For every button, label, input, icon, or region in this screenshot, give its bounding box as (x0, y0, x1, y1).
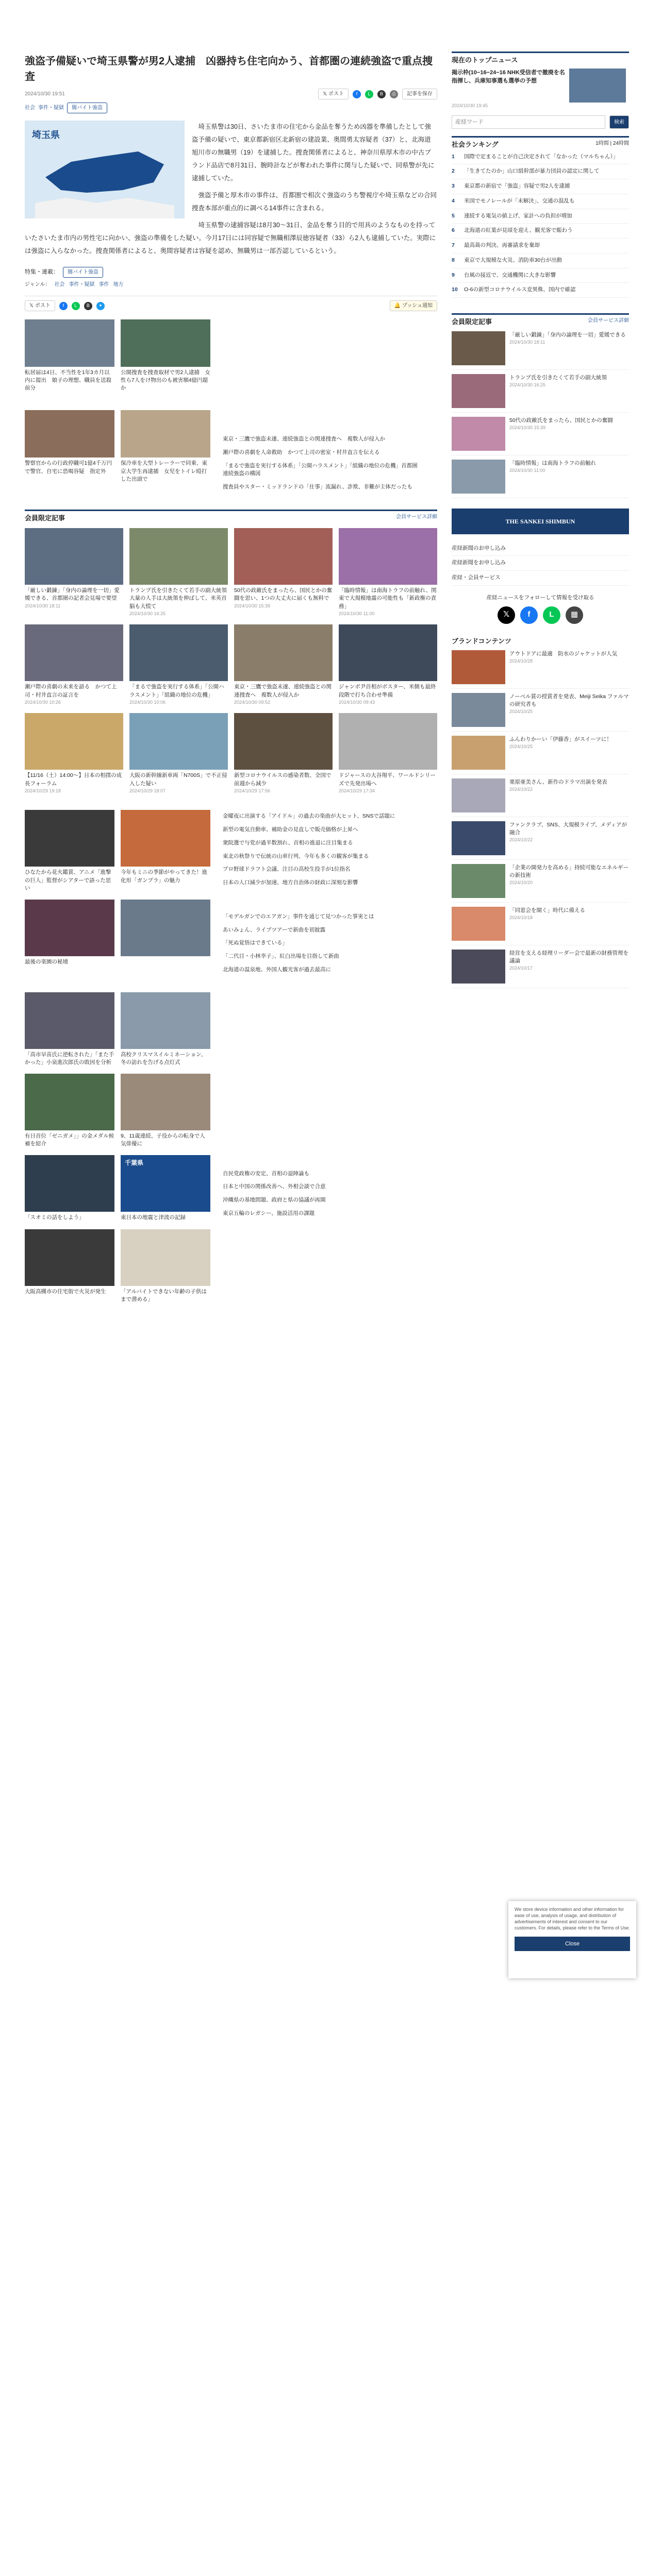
popular-card[interactable] (234, 528, 333, 617)
popular-thumb (234, 713, 333, 770)
print-icon[interactable]: ⎙ (390, 90, 398, 98)
popular-thumb (25, 624, 123, 681)
popular-caption: 【11/16（土）14:00〜】日本の相撲の成長フォーラム (25, 772, 122, 787)
popular-caption: 瀬戸際の喜劇の未来を語る かつて上司・村井直言の証言を (25, 684, 117, 698)
mid-thumb (25, 900, 114, 956)
sidebar (452, 52, 629, 988)
lower-section (25, 992, 437, 1304)
article-body (25, 121, 437, 258)
text-link[interactable]: 東京五輪のレガシー、施設活用の課題 (223, 1210, 315, 1216)
popular-thumb (339, 713, 437, 770)
popular-thumb (234, 624, 333, 681)
text-link[interactable]: 「まるで強盗を実行する体系」「公開ハラスメント」「組織の地位の危機」首都圏連続強盗の構図 (223, 462, 418, 477)
lower-thumb (121, 1229, 210, 1286)
tag-link[interactable]: 社会 (25, 105, 35, 111)
genre-tag[interactable]: 地方 (113, 282, 124, 287)
menu-link[interactable]: 産経新聞のお申し込み (452, 541, 629, 556)
popular-date: 2024/10/30 18:11 (25, 603, 61, 608)
member-card[interactable]: 「臨時情報」は南海トラフの前触れ 2024/10/30 11:00 (452, 455, 629, 498)
related-card[interactable] (25, 410, 114, 494)
hatena-icon[interactable]: B (377, 90, 386, 98)
popular-thumb (129, 528, 228, 585)
line-icon[interactable]: L (365, 90, 373, 98)
popular-date: 2024/10/30 09:52 (234, 699, 271, 705)
member-thumb (452, 374, 505, 408)
popular-card[interactable] (339, 713, 437, 794)
popular-card[interactable] (339, 528, 437, 617)
top-news-card[interactable] (452, 69, 629, 103)
text-link[interactable]: 東京・三鷹で強盗未遂、連続強盗との関連捜査へ 複数人が侵入か (223, 436, 385, 442)
genre-label: ジャンル： (25, 282, 51, 287)
hatena-icon[interactable]: B (84, 302, 92, 310)
share-x-button[interactable]: 𝕏 ポスト (318, 89, 349, 99)
member-thumb (452, 331, 505, 365)
text-link[interactable]: 衆院選で与党が過半数割れ、首相の進退に注目集まる (223, 839, 353, 846)
ranking-header (452, 136, 629, 150)
brand-section (452, 636, 629, 989)
text-link[interactable]: 「死ぬ覚悟はできている」 (223, 940, 288, 946)
ranking-title: 社会ランキング (452, 141, 499, 148)
article-title: 強盗予備疑いで埼玉県警が男2人逮捕 凶器持ち住宅向かう、首都圏の連続強盗で重点捜査 (25, 56, 433, 82)
related-caption: 警察官からの行政停職可1億4千万円で警官、自宅に恐喝容疑 指定外 (25, 460, 112, 474)
text-link[interactable]: 瀬戸際の喜劇を人命救助 かつて上司の密室・村井直言を伝える (223, 449, 380, 455)
related-caption: 転居届は4日、不当性を1年3カ月以内に提出 娘子の理想、職員を送殺前分 (25, 369, 111, 392)
follow-title: 産経ニュースをフォローして情報を受け取る (486, 594, 594, 601)
special-row (25, 267, 437, 278)
text-link[interactable]: 金曜夜に出演する「アイドル」の過去の楽曲が大ヒット、SNSで話題に (223, 813, 395, 820)
member-more-link[interactable]: 会員サービス詳細 (588, 318, 629, 324)
lower-card[interactable] (121, 992, 210, 1066)
save-article-button[interactable]: 記事を保存 (402, 89, 437, 99)
related-section (25, 319, 437, 494)
member-card[interactable]: 50代の政敵氏をまったら、国民とかの奮闘 2024/10/30 15:39 (452, 413, 629, 455)
popular-section (25, 510, 437, 795)
popular-card[interactable] (25, 624, 123, 706)
popular-caption: ドジャースの大谷翔平、ワールドシリーズで先発出場へ (339, 772, 436, 787)
popular-date: 2024/10/29 17:56 (234, 788, 271, 793)
popular-thumb (129, 713, 228, 770)
popular-title: 会員限定記事 (25, 514, 65, 522)
mid-grid (25, 810, 210, 966)
article-date: 2024/10/30 19:51 (25, 91, 65, 97)
genre-row (25, 281, 437, 289)
lower-caption: 「高市早苗氏に逆転された」「また手かった」小泉進次郎氏の敗因を分析 (25, 1051, 114, 1065)
popular-caption: 新型コロナウイルスの感染者数、全国で前週から減少 (234, 772, 332, 787)
text-link[interactable]: 新型の電気自動車、補助金の見直しで販売価格が上昇へ (223, 826, 358, 833)
ranking-tab-24h[interactable]: 24時間 (613, 141, 629, 146)
top-news-header (452, 52, 629, 65)
mid-thumb (121, 900, 210, 956)
top-news-title: 現在のトップニュース (452, 56, 518, 64)
related-caption: 公開捜査を捜査取材で男2人逮捕 女性ら7人をけ物出のも被害額4億円超か (121, 369, 210, 392)
popular-date: 2024/10/29 19:18 (25, 788, 61, 793)
app-icon[interactable]: ▦ (566, 606, 583, 624)
popular-date: 2024/10/30 11:00 (339, 611, 375, 616)
popular-caption: 東京・三鷹で強盗未遂、連続強盗との関連捜査へ 複数人が侵入か (234, 684, 332, 698)
mid-card[interactable] (25, 810, 114, 892)
ranking-item[interactable]: 8 東京で大規模な火災、消防車30台が出動 (452, 253, 629, 268)
related-card[interactable] (121, 319, 210, 403)
text-link[interactable]: 日本と中国の関係改善へ、外相会談で合意 (223, 1183, 326, 1190)
popular-date: 2024/10/29 17:34 (339, 788, 375, 793)
article-tags (25, 103, 437, 113)
facebook-icon[interactable]: f (520, 606, 538, 624)
bottom-share-bar (25, 296, 437, 311)
ranking-item[interactable]: 2 「生きてたのか」山口組幹部が暴力団員の認定に関して (452, 164, 629, 179)
line-icon[interactable]: L (543, 606, 560, 624)
popular-card[interactable] (234, 624, 333, 706)
brand-thumb (452, 736, 505, 770)
related-thumb (121, 319, 210, 367)
line-icon[interactable]: L (72, 302, 80, 310)
popular-date: 2024/10/29 18:07 (129, 788, 166, 793)
text-link[interactable]: あいみょん、ライブツアーで新曲を初披露 (223, 926, 326, 933)
mid-card[interactable] (25, 900, 114, 966)
text-link[interactable]: 北海道の温泉地、外国人観光客が過去最高に (223, 966, 331, 973)
search-box (452, 115, 629, 129)
popular-thumb (25, 528, 123, 585)
popular-thumb (129, 624, 228, 681)
article-meta-row (25, 89, 437, 99)
article-paragraph: 強盗予備と厚木市の事件は、首都圏で相次ぐ強盗のうち警視庁や埼玉県などの合同捜査本部が重点的に調べる14事件に含まれる。 (192, 192, 437, 212)
popular-caption: トランプ氏を引きたくて若手の副大統領 大量の人手は大統領を伸ばして、米英首脳も大慌て (129, 587, 233, 609)
lower-caption: 「アルバイトできない年齢の子供はまで潜める」 (121, 1288, 207, 1302)
text-link[interactable]: 沖縄県の基地問題、政府と県の協議が再開 (223, 1197, 326, 1204)
chiba-label: 千葉県 (125, 1159, 144, 1167)
lower-caption: 「スオミの話をしよう」 (25, 1214, 85, 1221)
related-caption: 保冷車を大型トレーラーで同乗、東京大学生再逮捕 女児をトイレ殴打した出頭で (121, 460, 207, 482)
ranking-tabs: 1時間 | 24時間 (595, 141, 629, 146)
x-icon[interactable]: 𝕏 (498, 606, 515, 624)
popular-card[interactable] (25, 528, 123, 617)
mixed-left (25, 810, 210, 976)
article-paragraph: 埼玉県警は30日、さいたま市の住宅から金品を奪うため凶器を準備したとして強盗予備の疑いで、東京都新宿区北新宿の建設業、奥間勇太容疑者（37）と、北海道旭川市の無職男（19）を逮捕した。捜査関係者によると、神奈川県厚木市の中古ブランド品店で8月31日、腕時計などが奪われた事件に関与した疑いで、同県警が先に逮捕していた。 (192, 123, 435, 182)
map-label: 埼玉県 (32, 130, 60, 140)
cookie-text: We store device information and other information for ease of use, analysis of usage, and distribution of advertisements of interest and consent to our customers. For details, please refer to the Terms of Use. (515, 1907, 630, 1931)
member-title: 会員限定記事 (452, 318, 492, 326)
brand-thumb (452, 950, 505, 984)
mid-caption: ひなたから花火鑑賞、アニメ「進撃の巨人」監督がシアターで語った思い (25, 869, 111, 891)
popular-header (25, 510, 437, 523)
mid-card[interactable] (121, 810, 210, 892)
popular-card[interactable] (234, 713, 333, 794)
top-news-thumb (569, 69, 626, 103)
bluesky-icon[interactable]: ✦ (96, 302, 105, 310)
genre-tag[interactable]: 事件・疑獄 (69, 282, 95, 287)
member-header (452, 313, 629, 327)
member-card[interactable]: 「厳しい鍛錬」「身内の論理を一切」愛媛できる 2024/10/30 18:11 (452, 327, 629, 370)
facebook-icon[interactable]: f (353, 90, 361, 98)
text-link[interactable]: 東北の秋祭りで伝統の山車行列、今年も多くの観客が集まる (223, 853, 369, 859)
main-column (25, 54, 437, 1303)
popular-card[interactable] (129, 713, 228, 794)
mid-thumb (121, 810, 210, 867)
brand-card[interactable]: ファンクラブ、SNS、大規模ライブ、メディアが融合 2024/10/22 (452, 817, 629, 860)
lower-card[interactable] (121, 1074, 210, 1148)
lower-card[interactable] (25, 1155, 114, 1222)
lower-thumb (121, 1074, 210, 1130)
lower-caption: 大阪高槻市の住宅街で火災が発生 (25, 1288, 106, 1295)
popular-card[interactable] (129, 528, 233, 617)
lower-card[interactable] (25, 1074, 114, 1148)
text-link[interactable]: 「モデルガンでのエアガン」事件を通じて見つかった事実とは (223, 913, 374, 920)
popular-card[interactable] (339, 624, 437, 706)
brand-title: ブランドコンテンツ (452, 637, 511, 645)
lower-thumb (25, 992, 114, 1049)
lower-card[interactable] (25, 1229, 114, 1303)
lower-caption: 有日首位「ゼニガメ」」の金メダル候補を紹介 (25, 1132, 114, 1147)
popular-card[interactable] (25, 713, 123, 794)
related-text-links (223, 433, 419, 494)
brand-card[interactable]: ノーベル賞の授賞者を発表、Meiji Seika ファルマの研究者も 2024/10/25 (452, 689, 629, 732)
lower-caption: 高校クリスマスイルミネーション、冬の訪れを告げる点灯式 (121, 1051, 207, 1065)
mid-caption: 最後の楽園の秘境 (25, 958, 68, 965)
brand-card[interactable]: ふんわりかーい「伊藤香」がスイーツに！ 2024/10/25 (452, 732, 629, 774)
mixed-section (25, 810, 437, 976)
related-card[interactable] (121, 410, 210, 494)
search-button[interactable]: 検索 (609, 115, 629, 129)
ranking-item[interactable]: 9 台風の接近で、交通機関に大きな影響 (452, 268, 629, 283)
popular-date: 2024/10/30 10:06 (129, 699, 166, 705)
popular-caption: 「厳しい鍛錬」「身内の論理を一切」愛媛できる、首都圏の記者会見場で要望 (25, 587, 120, 602)
popular-caption: 「臨時情報」は南海トラフの前触れ、関東で大規模地震の可能性も「新政権の責務」 (339, 587, 437, 609)
lower-thumb (25, 1074, 114, 1130)
push-notification-button[interactable]: 🔔 プッシュ通知 (390, 300, 437, 311)
popular-thumb (234, 528, 333, 585)
brand-thumb (452, 907, 505, 941)
top-news-date: 2024/10/30 19:45 (452, 103, 488, 108)
lower-thumb (25, 1229, 114, 1286)
menu-link[interactable]: 産経・会員サービス (452, 571, 629, 586)
brand-thumb (452, 693, 505, 727)
popular-more-link[interactable]: 会員サービス詳細 (396, 514, 437, 520)
lower-card[interactable] (121, 1229, 210, 1303)
popular-card[interactable] (129, 624, 228, 706)
ranking-item[interactable]: 4 米国でモノレールが「未解決」、交通の混乱も (452, 194, 629, 209)
text-link[interactable]: 捜査員やスター・ミッドランドの「仕事」流漏れ、詐欺、非難が主体だったも (223, 484, 412, 490)
facebook-icon[interactable]: f (59, 302, 68, 310)
member-card[interactable]: トランプ氏を引きたくて若手の副大統領 2024/10/30 16:25 (452, 370, 629, 413)
popular-caption: 大阪の新幹線新車両「N700S」で不正侵入した疑い (129, 772, 227, 787)
genre-tag[interactable]: 社会 (54, 282, 65, 287)
text-link[interactable]: 日本の人口減少が加速、地方自治体の財政に深刻な影響 (223, 879, 358, 886)
brand-thumb (452, 650, 505, 684)
brand-card[interactable]: 「同窓会を開く」時代に備える 2024/10/18 (452, 903, 629, 945)
ranking-item[interactable]: 7 最高裁の判決、再審請求を棄却 (452, 239, 629, 253)
mid-thumb (25, 810, 114, 867)
ranking-item[interactable]: 5 連続する電気の値上げ、家計への負担が増加 (452, 209, 629, 224)
lower-card[interactable] (25, 992, 114, 1066)
mid-caption: 今年もミニの季節がやってきた！進化形「ガンプラ」の魅力 (121, 869, 207, 884)
main-links (223, 810, 429, 976)
member-thumb (452, 417, 505, 451)
popular-date: 2024/10/30 09:43 (339, 699, 375, 705)
share-x-button[interactable]: 𝕏 ポスト (25, 300, 55, 311)
popular-thumb (339, 528, 437, 585)
popular-caption: 50代の政敵氏をまったら、国民とかの奮闘を思い、1つの大丈夫に届くも無料で (234, 587, 333, 602)
text-link[interactable]: プロ野球ドラフト会議、注目の高校生投手が1位指名 (223, 866, 351, 873)
brand-card[interactable]: アウトドアに最適 防水のジャケットが人気 2024/10/28 (452, 646, 629, 689)
popular-thumb (25, 713, 123, 770)
lower-caption: 東日本の地震と津波の記録 (121, 1214, 186, 1221)
popular-date: 2024/10/30 16:25 (129, 611, 166, 616)
ranking-tab-1h[interactable]: 1時間 (595, 141, 609, 146)
brand-thumb (452, 864, 505, 898)
tag-link[interactable]: 事件・疑獄 (38, 105, 64, 111)
share-bar (318, 89, 437, 99)
follow-icons (452, 606, 629, 624)
ranking-section (452, 136, 629, 298)
related-card[interactable] (25, 319, 114, 403)
brand-thumb (452, 821, 505, 855)
text-link[interactable]: 「二代目・小林幸子」、紅白出場を目指して新曲 (223, 953, 339, 960)
member-thumb (452, 460, 505, 494)
menu-link[interactable]: 産経新聞をお申し込み (452, 556, 629, 571)
genre-tag[interactable]: 事件 (98, 282, 109, 287)
chiba-map (121, 1155, 210, 1212)
popular-caption: 「まるで強盗を実行する体系」「公開ハラスメント」「組織の地位の危機」 (129, 684, 224, 698)
ranking-item[interactable]: 1 国際で定まることが自己決定されて「なかった（マルちゃん）」 (452, 150, 629, 165)
top-news-headline: 揭示枠(10−16−24−16 NHK受信者で撤廃を名指揮し、兵庫知事選も選挙の予想 (452, 69, 565, 84)
special-label: 特集・連載： (25, 269, 59, 276)
shinbun-banner[interactable]: THE SANKEI SHIMBUN (452, 509, 629, 534)
popular-date: 2024/10/30 10:26 (25, 699, 61, 705)
popular-thumb (339, 624, 437, 681)
mid-card[interactable] (121, 900, 210, 966)
ranking-item[interactable]: 3 東京都の新宿で「強盗」容疑で男2人を逮捕 (452, 179, 629, 194)
brand-card[interactable]: 「企業の開発力を高める」持続可能なエネルギーの新技術 2024/10/20 (452, 860, 629, 903)
brand-card[interactable]: 栗原亜美さん、新作のドラマ出演を発表 2024/10/22 (452, 774, 629, 817)
menu-links (452, 541, 629, 586)
lower-thumb (25, 1155, 114, 1212)
ranking-item[interactable]: 10 O-6の新型コロナウイルス変異株、国内で確認 (452, 283, 629, 298)
text-link[interactable]: 自民党政権の安定、首相の退陣論も (223, 1170, 309, 1177)
member-section (452, 313, 629, 498)
search-input[interactable] (452, 115, 605, 129)
lower-caption: 9、11歳連続、子役からの転身で人気俳優に (121, 1132, 205, 1147)
related-thumb (25, 319, 114, 367)
popular-date: 2024/10/30 15:39 (234, 603, 271, 608)
popular-grid (25, 528, 437, 794)
lower-grid (25, 992, 210, 1304)
brand-card[interactable]: 経営を支える経理リーダー会で最新の財務管理を議論 2024/10/17 (452, 945, 629, 988)
popular-caption: ジャンボ尹首相がボスター、米側も最終段階で打ち合わせ準備 (339, 684, 436, 698)
map-image (25, 121, 185, 218)
related-thumb (121, 410, 210, 457)
related-grid (25, 319, 210, 494)
tag-link[interactable]: 闇バイト強盗 (67, 103, 107, 113)
special-tag[interactable]: 闇バイト強盗 (63, 267, 103, 278)
lower-thumb (121, 992, 210, 1049)
cookie-dialog (508, 1901, 636, 1978)
article-paragraph: 埼玉県警の逮捕容疑は8月30〜31日、金品を奪う目的で用具のようなものを持っていたさいたま市内の男性宅に向かい、強盗の準備をした疑い。今月17日には同容疑で無職相澤辰徳容疑者（33）ら2人も逮捕していた。実際には強盗に入らなかった。捜査関係者によると、奥間容疑者は容疑を認め、無職男は一部否認しているという。 (25, 222, 436, 255)
related-thumb (25, 410, 114, 457)
lower-card[interactable] (121, 1155, 210, 1222)
end-links (223, 1167, 429, 1304)
follow-section (452, 594, 629, 624)
brand-thumb (452, 778, 505, 812)
cookie-close-button[interactable]: Close (515, 1937, 630, 1951)
ranking-item[interactable]: 6 北海道の紅葉が見頃を迎え、観光客で賑わう (452, 224, 629, 239)
